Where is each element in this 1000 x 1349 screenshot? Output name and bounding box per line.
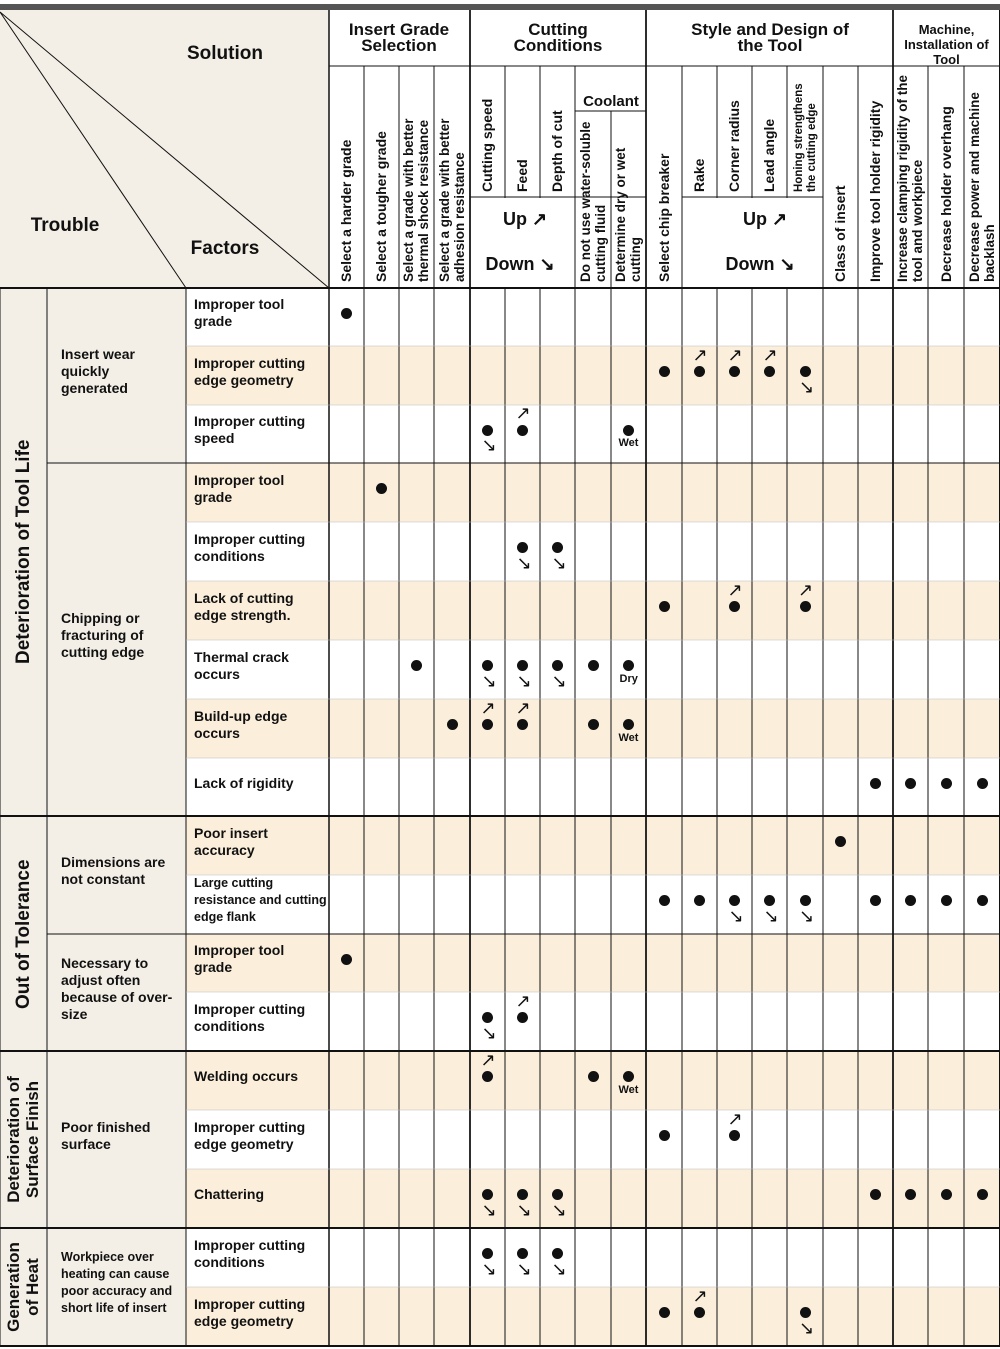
mark-dot: [800, 366, 811, 377]
arrow-up-icon: ↗: [480, 697, 496, 718]
arrow-up-icon: ↗: [692, 344, 708, 365]
mark-dot: [729, 601, 740, 612]
mark-dot: [659, 366, 670, 377]
arrow-up-icon: ↗: [727, 1108, 743, 1129]
column-header-c19: Decrease power and machine backlash: [966, 92, 996, 282]
arrow-down-icon: ↘: [481, 1199, 497, 1220]
mark-dot: [800, 895, 811, 906]
factor-label-5: Lack of cutting edge strength.: [194, 589, 294, 623]
mark-dot: [482, 660, 493, 671]
arrow-up-icon: ↗: [762, 344, 778, 365]
arrow-down-icon: ↘: [551, 670, 567, 691]
mark-dot: [517, 1248, 528, 1259]
arrow-down-icon: ↘: [728, 905, 744, 926]
arrow-down-icon: ↘: [481, 670, 497, 691]
arrow-down-icon: ↘: [763, 905, 779, 926]
cond-up-label: Up ↗: [502, 209, 548, 229]
mark-dot: [517, 1012, 528, 1023]
category-label-1: Out of Tolerance: [12, 858, 34, 1009]
mark-dot: [729, 1130, 740, 1141]
arrow-down-icon: ↘: [516, 1258, 532, 1279]
column-header-c13: Lead angle: [761, 118, 777, 192]
arrow-up-icon: ↗: [692, 1285, 708, 1306]
trouble-label-5: Workpiece over heating can cause poor accuracy and short life of insert: [61, 1250, 173, 1315]
factor-label-17: Improper cutting edge geometry: [194, 1295, 306, 1329]
mark-dot: [517, 425, 528, 436]
category-label-0: Deterioration of Tool Life: [12, 439, 34, 664]
arrow-down-icon: ↘: [799, 1317, 815, 1338]
mark-dot: [870, 895, 881, 906]
coolant-note: Wet: [618, 437, 639, 449]
mark-dot: [411, 660, 422, 671]
mark-dot: [835, 836, 846, 847]
tool-down-label: Down ↘: [725, 254, 795, 274]
group-header-tool-design: Style and Design of the Tool: [691, 20, 849, 55]
column-header-c15: Class of insert: [832, 185, 848, 282]
arrow-up-icon: ↗: [480, 1049, 496, 1070]
column-header-c14: Honing strengthens the cutting edge: [792, 83, 817, 192]
mark-dot: [800, 601, 811, 612]
arrow-up-icon: ↗: [727, 579, 743, 600]
mark-dot: [482, 1248, 493, 1259]
trouble-label-2: Dimensions are not constant: [61, 854, 166, 887]
category-label-3: Generation of Heat: [4, 1242, 42, 1332]
column-header-c7: Depth of cut: [549, 110, 565, 192]
cond-down-label: Down ↘: [485, 254, 555, 274]
mark-dot: [870, 1189, 881, 1200]
mark-dot: [552, 660, 563, 671]
arrow-down-icon: ↘: [551, 1199, 567, 1220]
arrow-down-icon: ↘: [551, 1258, 567, 1279]
group-header-insert-grade: Insert Grade Selection: [348, 20, 450, 55]
group-header-machine: Machine, Installation of Tool: [904, 22, 989, 67]
mark-dot: [552, 1248, 563, 1259]
factor-label-16: Improper cutting conditions: [194, 1236, 306, 1270]
mark-dot: [977, 778, 988, 789]
mark-dot: [659, 895, 670, 906]
mark-dot: [517, 1189, 528, 1200]
factor-label-4: Improper cutting conditions: [194, 530, 306, 564]
factor-label-0: Improper tool grade: [194, 296, 285, 329]
column-header-c18: Decrease holder overhang: [937, 106, 954, 282]
arrow-up-icon: ↗: [515, 990, 531, 1011]
column-header-c2: Select a tougher grade: [373, 131, 389, 282]
trouble-header: Trouble: [30, 215, 100, 236]
trouble-label-3: Necessary to adjust often because of over-size: [61, 954, 173, 1022]
mark-dot: [623, 425, 634, 436]
factor-label-7: Build-up edge occurs: [194, 707, 288, 741]
column-header-c3: Select a grade with better thermal shock resistance: [401, 118, 431, 282]
factor-label-12: Improper cutting conditions: [194, 1000, 306, 1034]
mark-dot: [376, 483, 387, 494]
mark-dot: [447, 719, 458, 730]
mark-dot: [517, 719, 528, 730]
column-header-c9: Determine dry or wet cutting: [613, 147, 643, 282]
factors-header: Factors: [190, 238, 260, 259]
mark-dot: [623, 1071, 634, 1082]
factor-label-3: Improper tool grade: [194, 471, 285, 505]
arrow-down-icon: ↘: [799, 376, 815, 397]
solution-header: Solution: [187, 43, 263, 64]
mark-dot: [588, 660, 599, 671]
group-header-cutting-conditions: Cutting Conditions: [513, 20, 603, 55]
factor-label-13: Welding occurs: [194, 1068, 298, 1084]
arrow-up-icon: ↗: [515, 403, 531, 423]
arrow-down-icon: ↘: [516, 670, 532, 691]
category-label-2: Deterioration of Surface Finish: [4, 1076, 42, 1203]
column-header-c12: Corner radius: [726, 100, 742, 192]
mark-dot: [482, 1189, 493, 1200]
mark-dot: [623, 719, 634, 730]
arrow-down-icon: ↘: [481, 1022, 497, 1043]
mark-dot: [552, 1189, 563, 1200]
trouble-label-1: Chipping or fracturing of cutting edge: [61, 610, 145, 660]
trouble-label-0: Insert wear quickly generated: [61, 346, 135, 396]
column-header-c8: Do not use water-soluble cutting fluid: [577, 121, 607, 282]
coolant-note: Wet: [618, 1083, 639, 1096]
mark-dot: [941, 895, 952, 906]
mark-dot: [764, 895, 775, 906]
arrow-down-icon: ↘: [551, 552, 567, 573]
factor-label-14: Improper cutting edge geometry: [194, 1118, 306, 1152]
column-header-c4: Select a grade with better adhesion resistance: [436, 118, 466, 282]
mark-dot: [659, 601, 670, 612]
mark-dot: [905, 778, 916, 789]
mark-dot: [659, 1130, 670, 1141]
mark-dot: [870, 778, 881, 789]
arrow-down-icon: ↘: [481, 435, 497, 455]
coolant-header: Coolant: [583, 93, 639, 110]
mark-dot: [517, 660, 528, 671]
mark-dot: [905, 895, 916, 906]
trouble-label-4: Poor finished surface: [61, 1118, 151, 1152]
factor-label-10: Large cutting resistance and cutting edge flank: [194, 876, 327, 924]
factor-label-2: Improper cutting speed: [194, 413, 306, 446]
factor-label-1: Improper cutting edge geometry: [194, 354, 306, 388]
mark-dot: [977, 895, 988, 906]
factor-label-15: Chattering: [194, 1186, 264, 1202]
mark-dot: [941, 778, 952, 789]
column-header-c16: Improve tool holder rigidity: [867, 100, 883, 282]
mark-dot: [517, 542, 528, 553]
mark-dot: [905, 1189, 916, 1200]
column-header-c17: Increase clamping rigidity of the tool and workpiece: [895, 74, 925, 282]
mark-dot: [694, 1307, 705, 1318]
factor-label-6: Thermal crack occurs: [194, 648, 289, 682]
coolant-note: Dry: [619, 672, 638, 685]
mark-dot: [764, 366, 775, 377]
arrow-up-icon: ↗: [798, 579, 814, 600]
mark-dot: [588, 1071, 599, 1082]
mark-dot: [800, 1307, 811, 1318]
mark-dot: [341, 954, 352, 965]
mark-dot: [588, 719, 599, 730]
arrow-down-icon: ↘: [799, 905, 815, 926]
mark-dot: [977, 1189, 988, 1200]
column-header-c1: Select a harder grade: [338, 139, 354, 282]
mark-dot: [694, 366, 705, 377]
arrow-down-icon: ↘: [516, 1199, 532, 1220]
column-header-c10: Select chip breaker: [655, 153, 672, 282]
factor-label-8: Lack of rigidity: [194, 774, 294, 791]
factor-label-11: Improper tool grade: [194, 942, 285, 975]
mark-dot: [623, 660, 634, 671]
mark-dot: [694, 895, 705, 906]
mark-dot: [552, 542, 563, 553]
arrow-down-icon: ↘: [516, 552, 532, 573]
arrow-up-icon: ↗: [727, 344, 743, 365]
factor-label-9: Poor insert accuracy: [194, 824, 268, 858]
column-header-c5: Cutting speed: [479, 98, 495, 192]
arrow-up-icon: ↗: [515, 697, 531, 718]
mark-dot: [482, 1012, 493, 1023]
column-header-c6: Feed: [514, 159, 530, 192]
mark-dot: [729, 895, 740, 906]
coolant-note: Wet: [618, 731, 639, 744]
mark-dot: [341, 308, 352, 319]
mark-dot: [659, 1307, 670, 1318]
mark-dot: [729, 366, 740, 377]
arrow-down-icon: ↘: [481, 1258, 497, 1279]
column-header-c11: Rake: [691, 158, 707, 192]
mark-dot: [482, 425, 493, 436]
mark-dot: [482, 719, 493, 730]
tool-up-label: Up ↗: [742, 209, 788, 229]
mark-dot: [482, 1071, 493, 1082]
mark-dot: [941, 1189, 952, 1200]
